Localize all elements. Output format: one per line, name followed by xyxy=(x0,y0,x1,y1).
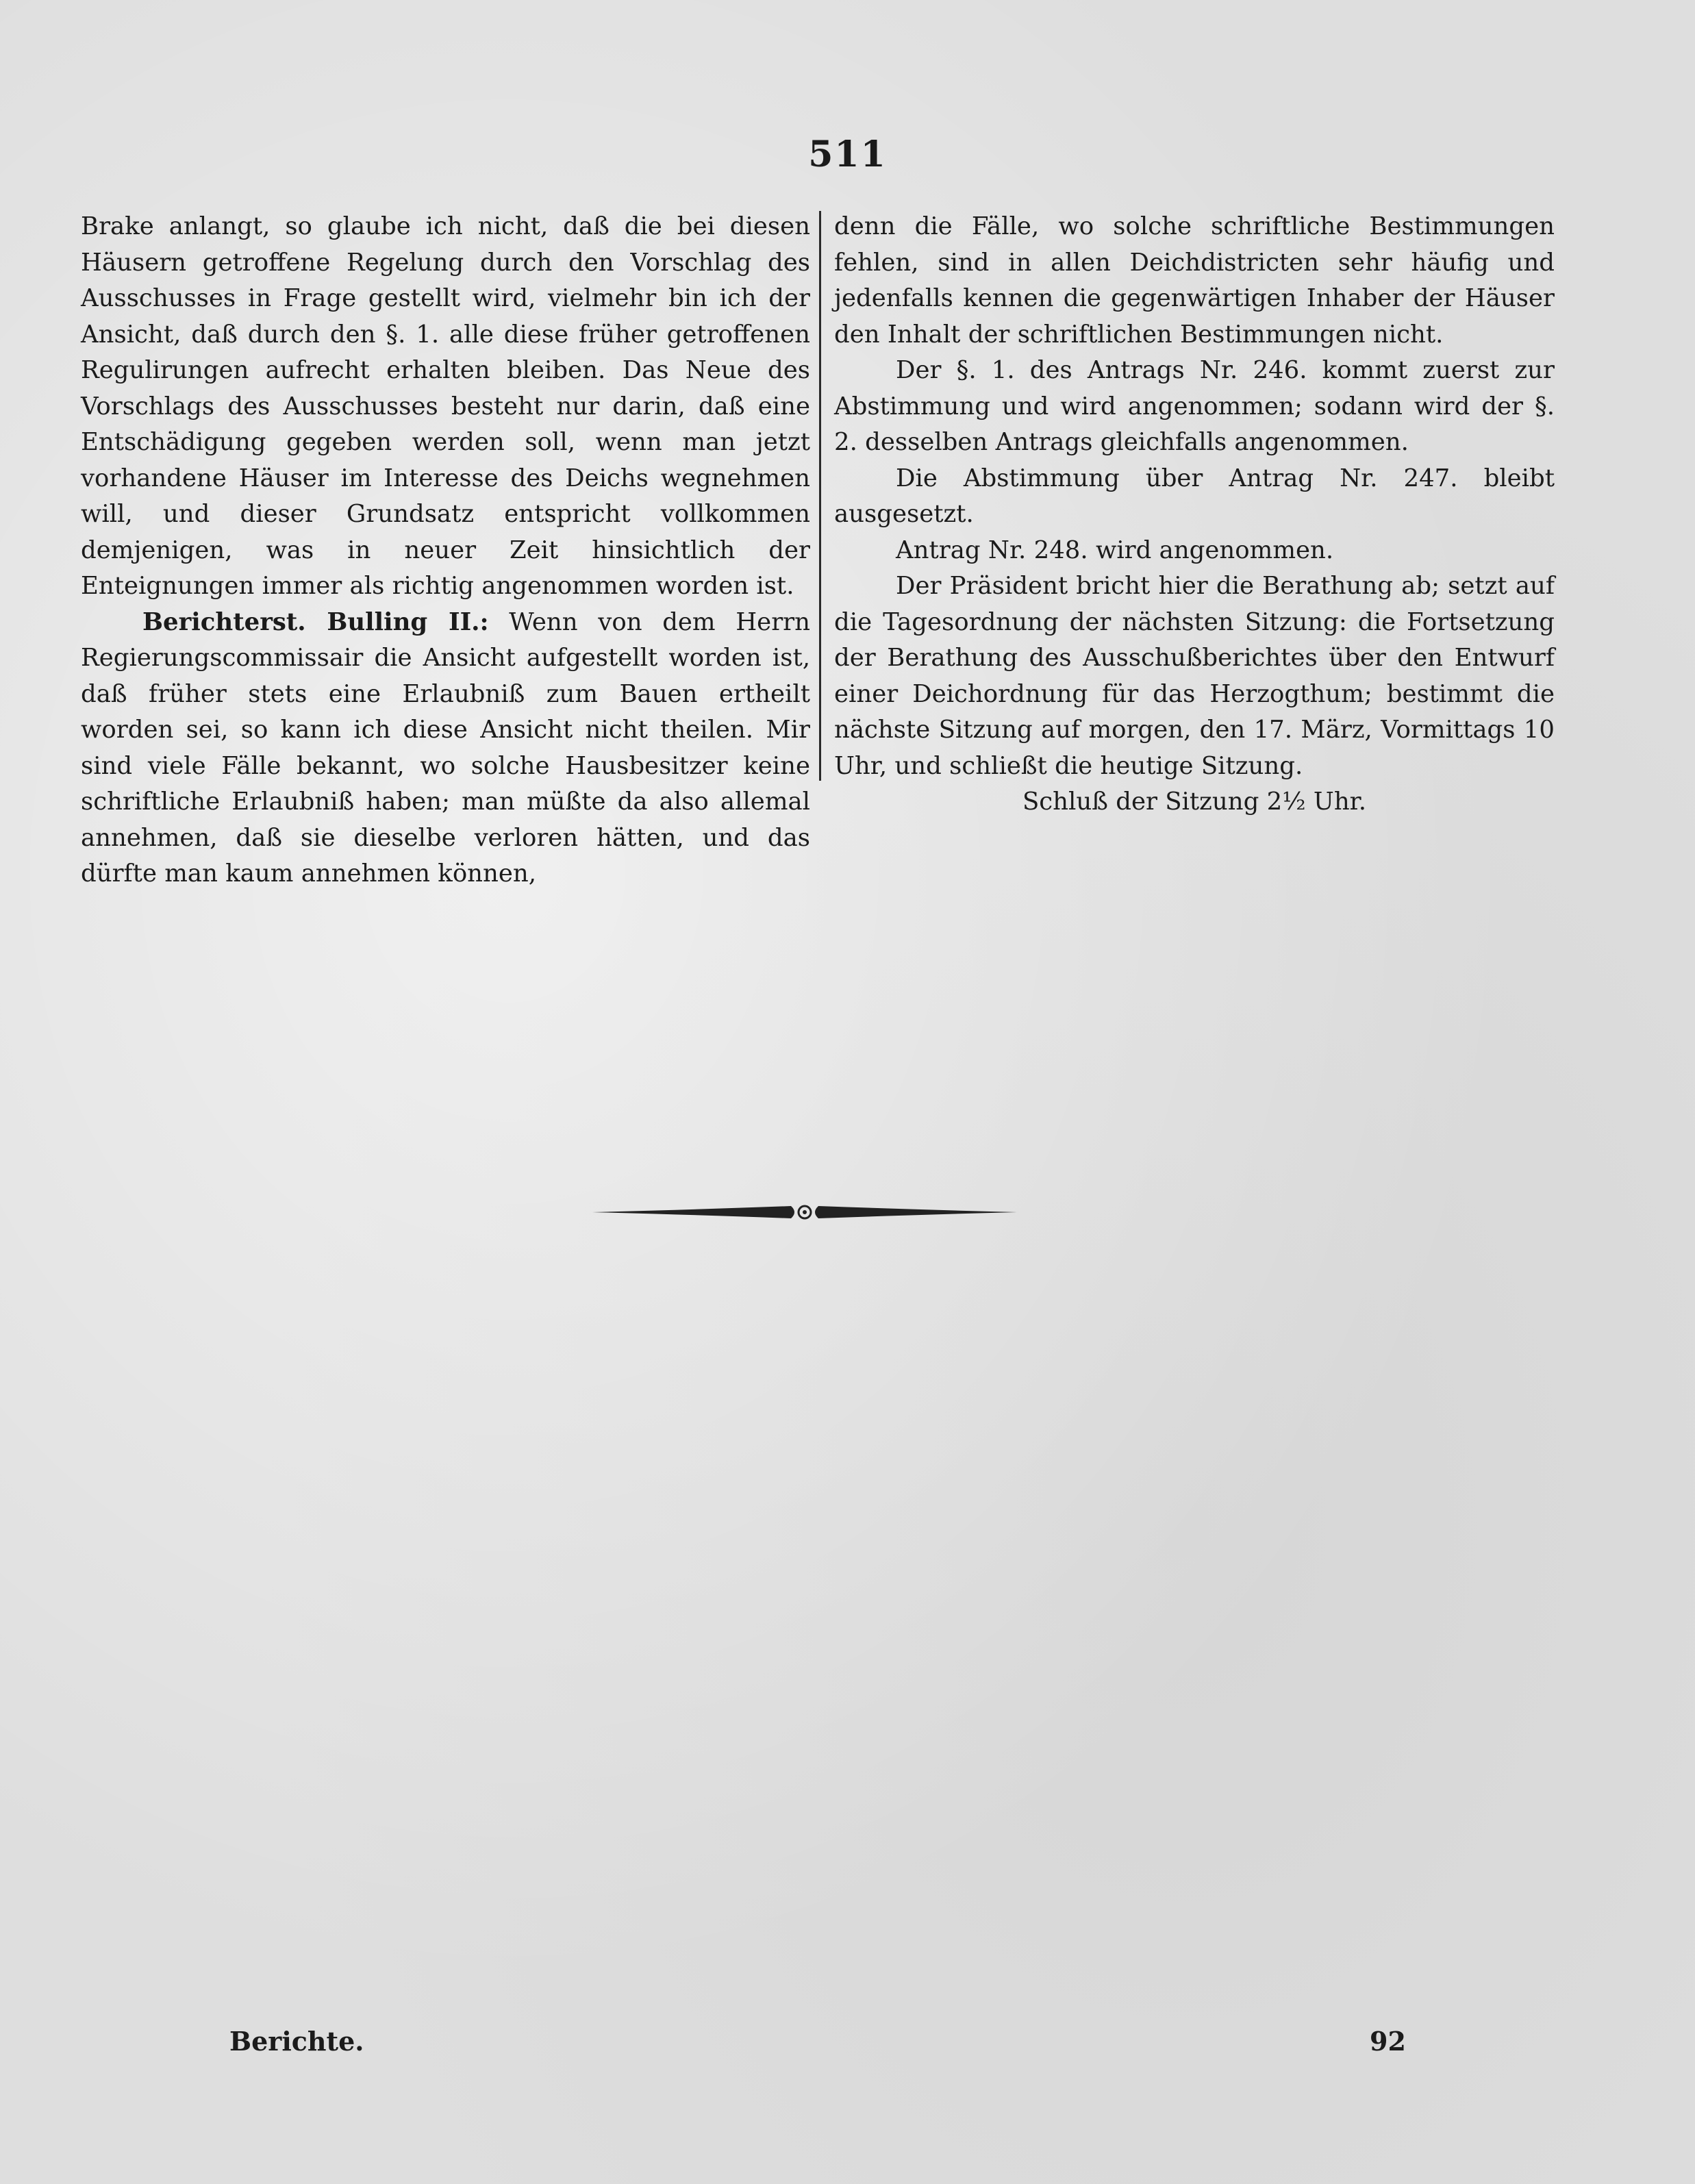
right-paragraph-4: Antrag Nr. 248. wird angenommen. xyxy=(896,536,1334,564)
right-paragraph-5: Der Präsident bricht hier die Berathung ab; setzt auf die Tagesordnung der nächsten Sitzung: die Fortsetzung der Berathung des Ausschußberichtes über den Entwurf einer Deichordnung für das Herzogthum; bestimmt die nächste Sitzung auf morgen, den 17. März, Vormittags 10 Uhr, und schließt die heutige Sitzung. xyxy=(834,572,1555,780)
ornament-divider-icon xyxy=(592,1200,1017,1225)
session-closing: Schluß der Sitzung 2½ Uhr. xyxy=(1022,788,1367,816)
left-paragraph-2 xyxy=(81,605,810,892)
left-paragraph-1: Brake anlangt, so glaube ich nicht, daß die bei diesen Häusern getroffene Regelung durch den Vorschlag des Ausschusses in Frage gestellt wird, vielmehr bin ich der Ansicht, daß durch den §. 1. alle diese früher getroffenen Regulirungen aufrecht erhalten bleiben. Das Neue des Vorschlags des Ausschusses besteht nur darin, daß eine Entschädigung gegeben werden soll, wenn man jetzt vorhandene Häuser im Interesse des Deichs wegnehmen will, und dieser Grundsatz entspricht vollkommen demjenigen, was in neuer Zeit hinsichtlich der Enteignungen immer als richtig angenommen worden ist. xyxy=(81,212,810,600)
right-paragraph-2: Der §. 1. des Antrags Nr. 246. kommt zuerst zur Abstimmung und wird angenommen; sodann wird der §. 2. desselben Antrags gleichfalls angenommen. xyxy=(834,356,1555,456)
column-divider xyxy=(819,211,821,781)
right-paragraph-1: denn die Fälle, wo solche schriftliche Bestimmungen fehlen, sind in allen Deichdistricten sehr häufig und jedenfalls kennen die gegenwärtigen Inhaber der Häuser den Inhalt der schriftlichen Bestimmungen nicht. xyxy=(834,212,1555,349)
speaker-text: Wenn von dem Herrn Regierungscommissair die Ansicht aufgestellt worden ist, daß früher stets eine Erlaubniß zum Bauen ertheilt worden sei, so kann ich diese Ansicht nicht theilen. Mir sind viele Fälle bekannt, wo solche Hausbesitzer keine schriftliche Erlaubniß haben; man müßte da also allemal annehmen, daß sie dieselbe verloren hätten, und das dürfte man kaum annehmen können, xyxy=(81,607,810,888)
speaker-label: Berichterst. Bulling II.: xyxy=(142,607,489,636)
footer-sheet-number: 92 xyxy=(1370,2026,1406,2057)
page-number: 511 xyxy=(808,134,887,175)
right-column xyxy=(834,209,1555,820)
footer-signature: Berichte. xyxy=(229,2026,364,2057)
right-paragraph-3: Die Abstimmung über Antrag Nr. 247. bleibt ausgesetzt. xyxy=(834,464,1555,528)
left-column xyxy=(81,209,810,892)
